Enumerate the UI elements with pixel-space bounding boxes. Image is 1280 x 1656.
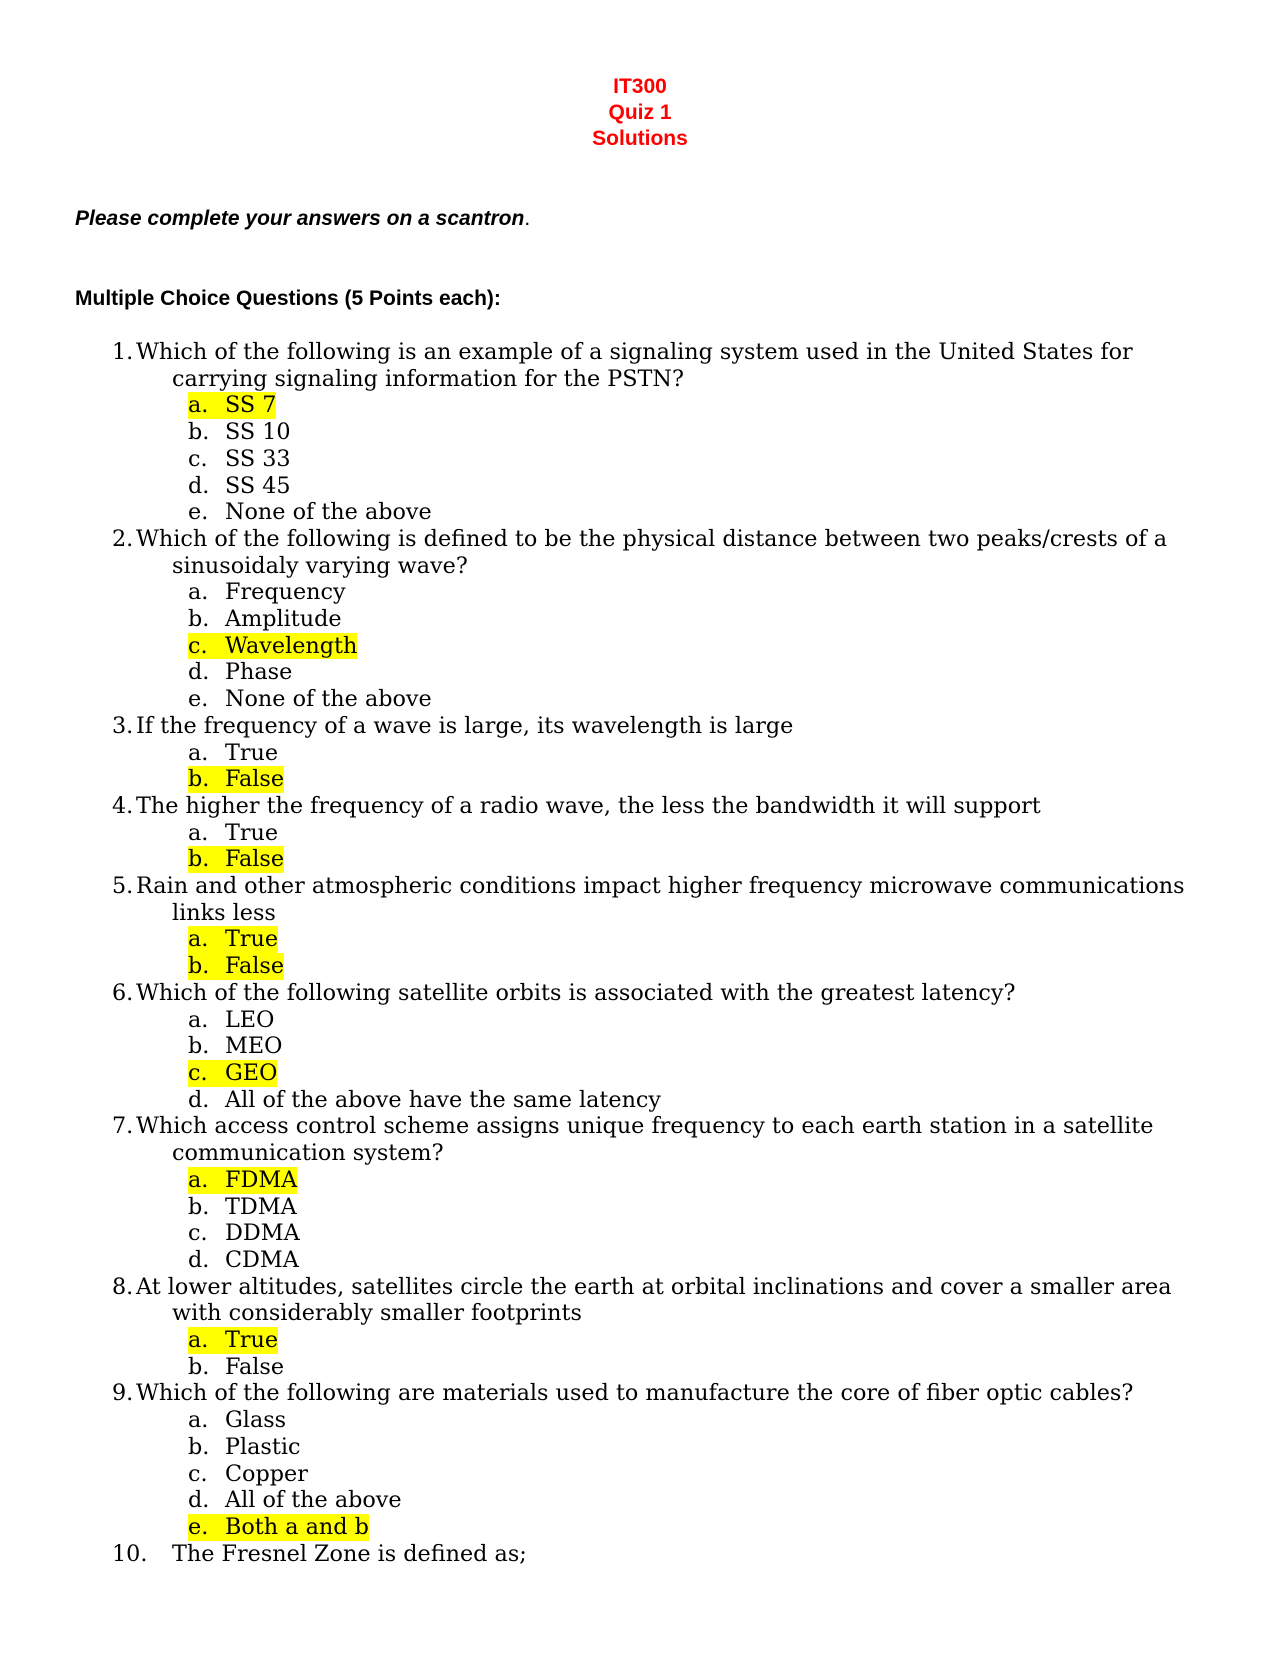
question-number: 5. (112, 873, 134, 900)
question-body: Which access control scheme assigns unique frequency to each earth station in a satellite communication system? (136, 1113, 1154, 1167)
question-body: Which of the following satellite orbits is associated with the greatest latency? (136, 979, 1016, 1006)
section-heading: Multiple Choice Questions (5 Points each): (75, 287, 501, 310)
answer-option (0, 1007, 1280, 1034)
answer-option (0, 766, 1280, 793)
question-text (0, 1541, 1280, 1568)
answer-option (0, 740, 1280, 767)
instructions (75, 206, 530, 232)
question-body: The higher the frequency of a radio wave, the less the bandwidth it will support (136, 792, 1041, 819)
course-code: IT300 (613, 75, 667, 98)
option-text: Amplitude (225, 606, 342, 633)
option-text: False (225, 953, 285, 980)
question-4 (0, 793, 1280, 873)
question-7 (0, 1113, 1280, 1273)
answer-option-content (188, 579, 346, 606)
option-text: False (225, 1353, 285, 1380)
option-letter: d. (188, 659, 210, 686)
option-letter: a. (188, 1006, 209, 1033)
question-number: 4. (112, 792, 134, 819)
answer-option-content (188, 473, 291, 500)
question-number: 7. (112, 1113, 134, 1140)
option-letter: c. (188, 632, 208, 659)
option-letter: b. (188, 606, 210, 633)
answer-option (0, 633, 1280, 660)
question-text (0, 713, 1280, 740)
correct-answer-highlight (188, 766, 284, 793)
question-9 (0, 1380, 1280, 1540)
correct-answer-highlight (188, 392, 276, 419)
option-text: Plastic (225, 1433, 301, 1460)
option-letter: b. (188, 953, 210, 980)
question-number: 2. (112, 525, 134, 552)
question-number: 9. (112, 1380, 134, 1407)
answer-option (0, 1327, 1280, 1354)
correct-answer-highlight (188, 1327, 278, 1354)
question-body: If the frequency of a wave is large, its wavelength is large (136, 712, 794, 739)
option-letter: c. (188, 445, 208, 472)
answer-option (0, 926, 1280, 953)
correct-answer-highlight (188, 633, 357, 660)
question-text (0, 793, 1280, 820)
answer-option (0, 1461, 1280, 1488)
option-text: True (225, 1327, 279, 1354)
question-2 (0, 526, 1280, 713)
option-letter: c. (188, 1460, 208, 1487)
option-letter: b. (188, 846, 210, 873)
option-letter: d. (188, 472, 210, 499)
question-8 (0, 1274, 1280, 1381)
question-body: Which of the following is an example of a signaling system used in the United States for carrying signaling information for the PSTN? (136, 339, 1133, 392)
option-text: DDMA (225, 1220, 300, 1247)
answer-option-content (188, 1487, 402, 1514)
answer-option (0, 1033, 1280, 1060)
option-letter: a. (188, 392, 209, 419)
option-text: True (225, 926, 279, 953)
question-6 (0, 980, 1280, 1114)
question-number: 10. (112, 1540, 148, 1567)
question-body: At lower altitudes, satellites circle the earth at orbital inclinations and cover a smaller area with considerably smaller footprints (136, 1273, 1172, 1327)
answer-option (0, 1247, 1280, 1274)
option-text: False (225, 766, 285, 793)
option-text: MEO (225, 1033, 283, 1060)
instructions-suffix: . (524, 207, 531, 230)
question-text (0, 873, 1280, 926)
option-letter: a. (188, 739, 209, 766)
answer-option (0, 1087, 1280, 1114)
option-text: SS 33 (225, 445, 291, 472)
option-text: True (225, 819, 279, 846)
answer-option-content (188, 499, 432, 526)
answer-option (0, 953, 1280, 980)
option-letter: a. (188, 579, 209, 606)
answer-option (0, 1514, 1280, 1541)
option-text: None of the above (225, 686, 432, 713)
question-body: Which of the following are materials used to manufacture the core of fiber optic cables? (136, 1380, 1134, 1407)
answer-option-content (188, 1354, 284, 1381)
answer-option (0, 1060, 1280, 1087)
question-number: 3. (112, 712, 134, 739)
option-letter: b. (188, 419, 210, 446)
option-text: False (225, 846, 285, 873)
option-text: None of the above (225, 499, 432, 526)
answer-option (0, 1354, 1280, 1381)
answer-option (0, 659, 1280, 686)
option-letter: a. (188, 1327, 209, 1354)
option-text: TDMA (225, 1193, 297, 1220)
option-text: Phase (225, 659, 293, 686)
option-text: Wavelength (225, 632, 358, 659)
option-text: Both a and b (225, 1513, 369, 1540)
answer-option-content (188, 659, 292, 686)
option-text: GEO (225, 1059, 278, 1086)
document-title (0, 74, 1280, 152)
option-letter: e. (188, 1513, 209, 1540)
answer-option-content (188, 1220, 300, 1247)
document-subtitle: Solutions (592, 127, 688, 150)
question-5 (0, 873, 1280, 980)
option-letter: a. (188, 1166, 209, 1193)
answer-option (0, 1194, 1280, 1221)
option-text: Glass (225, 1407, 287, 1434)
option-letter: b. (188, 1193, 210, 1220)
answer-option (0, 686, 1280, 713)
question-10 (0, 1541, 1280, 1568)
question-body: The Fresnel Zone is defined as; (172, 1540, 527, 1567)
option-letter: d. (188, 1246, 210, 1273)
answer-option-content (188, 419, 291, 446)
question-body: Rain and other atmospheric conditions impact higher frequency microwave communications links less (136, 873, 1185, 926)
option-letter: b. (188, 766, 210, 793)
answer-option-content (188, 1461, 308, 1488)
correct-answer-highlight (188, 1060, 277, 1087)
quiz-name: Quiz 1 (608, 101, 672, 124)
correct-answer-highlight (188, 846, 284, 873)
option-text: SS 10 (225, 419, 291, 446)
answer-option (0, 820, 1280, 847)
question-number: 1. (112, 339, 134, 365)
answer-option (0, 1220, 1280, 1247)
answer-option (0, 1167, 1280, 1194)
answer-option-content (188, 1407, 286, 1434)
answer-option-content (188, 1033, 282, 1060)
question-3 (0, 713, 1280, 793)
answer-option-content (188, 1247, 299, 1274)
option-text: SS 45 (225, 472, 291, 499)
answer-option-content (188, 820, 278, 847)
correct-answer-highlight (188, 1167, 297, 1194)
answer-option (0, 1434, 1280, 1461)
answer-option (0, 606, 1280, 633)
question-text (0, 339, 1280, 392)
answer-option-content (188, 606, 342, 633)
answer-option-content (188, 1007, 274, 1034)
question-list (0, 339, 1280, 1567)
option-text: LEO (225, 1006, 275, 1033)
option-letter: a. (188, 819, 209, 846)
question-text (0, 526, 1280, 579)
option-letter: d. (188, 1086, 210, 1113)
option-letter: a. (188, 1407, 209, 1434)
option-letter: b. (188, 1433, 210, 1460)
option-text: CDMA (225, 1246, 299, 1273)
answer-option-content (188, 446, 291, 473)
question-1 (0, 339, 1280, 526)
question-text (0, 1274, 1280, 1327)
option-letter: e. (188, 499, 209, 526)
option-text: FDMA (225, 1166, 298, 1193)
answer-option-content (188, 1194, 297, 1221)
question-number: 8. (112, 1273, 134, 1300)
answer-option (0, 579, 1280, 606)
answer-option (0, 1487, 1280, 1514)
option-text: Frequency (225, 579, 346, 606)
answer-option (0, 392, 1280, 419)
answer-option-content (188, 1434, 300, 1461)
option-text: Copper (225, 1460, 308, 1487)
option-text: All of the above (225, 1487, 402, 1514)
answer-option (0, 419, 1280, 446)
option-text: All of the above have the same latency (225, 1086, 662, 1113)
option-letter: b. (188, 1353, 210, 1380)
option-letter: e. (188, 686, 209, 713)
answer-option (0, 473, 1280, 500)
correct-answer-highlight (188, 926, 278, 953)
instructions-text: Please complete your answers on a scantron (75, 207, 525, 230)
option-text: True (225, 739, 279, 766)
answer-option-content (188, 1087, 661, 1114)
answer-option-content (188, 740, 278, 767)
answer-option (0, 446, 1280, 473)
correct-answer-highlight (188, 1514, 369, 1541)
option-letter: a. (188, 926, 209, 953)
answer-option (0, 846, 1280, 873)
option-text: SS 7 (225, 392, 277, 419)
option-letter: b. (188, 1033, 210, 1060)
question-number: 6. (112, 979, 134, 1006)
option-letter: c. (188, 1220, 208, 1247)
answer-option (0, 1407, 1280, 1434)
option-letter: c. (188, 1059, 208, 1086)
correct-answer-highlight (188, 953, 284, 980)
answer-option (0, 499, 1280, 526)
question-body: Which of the following is defined to be the physical distance between two peaks/crests of a sinusoidaly varying wave? (136, 525, 1168, 579)
answer-option-content (188, 686, 432, 713)
question-text (0, 980, 1280, 1007)
question-text (0, 1113, 1280, 1166)
option-letter: d. (188, 1487, 210, 1514)
question-text (0, 1380, 1280, 1407)
